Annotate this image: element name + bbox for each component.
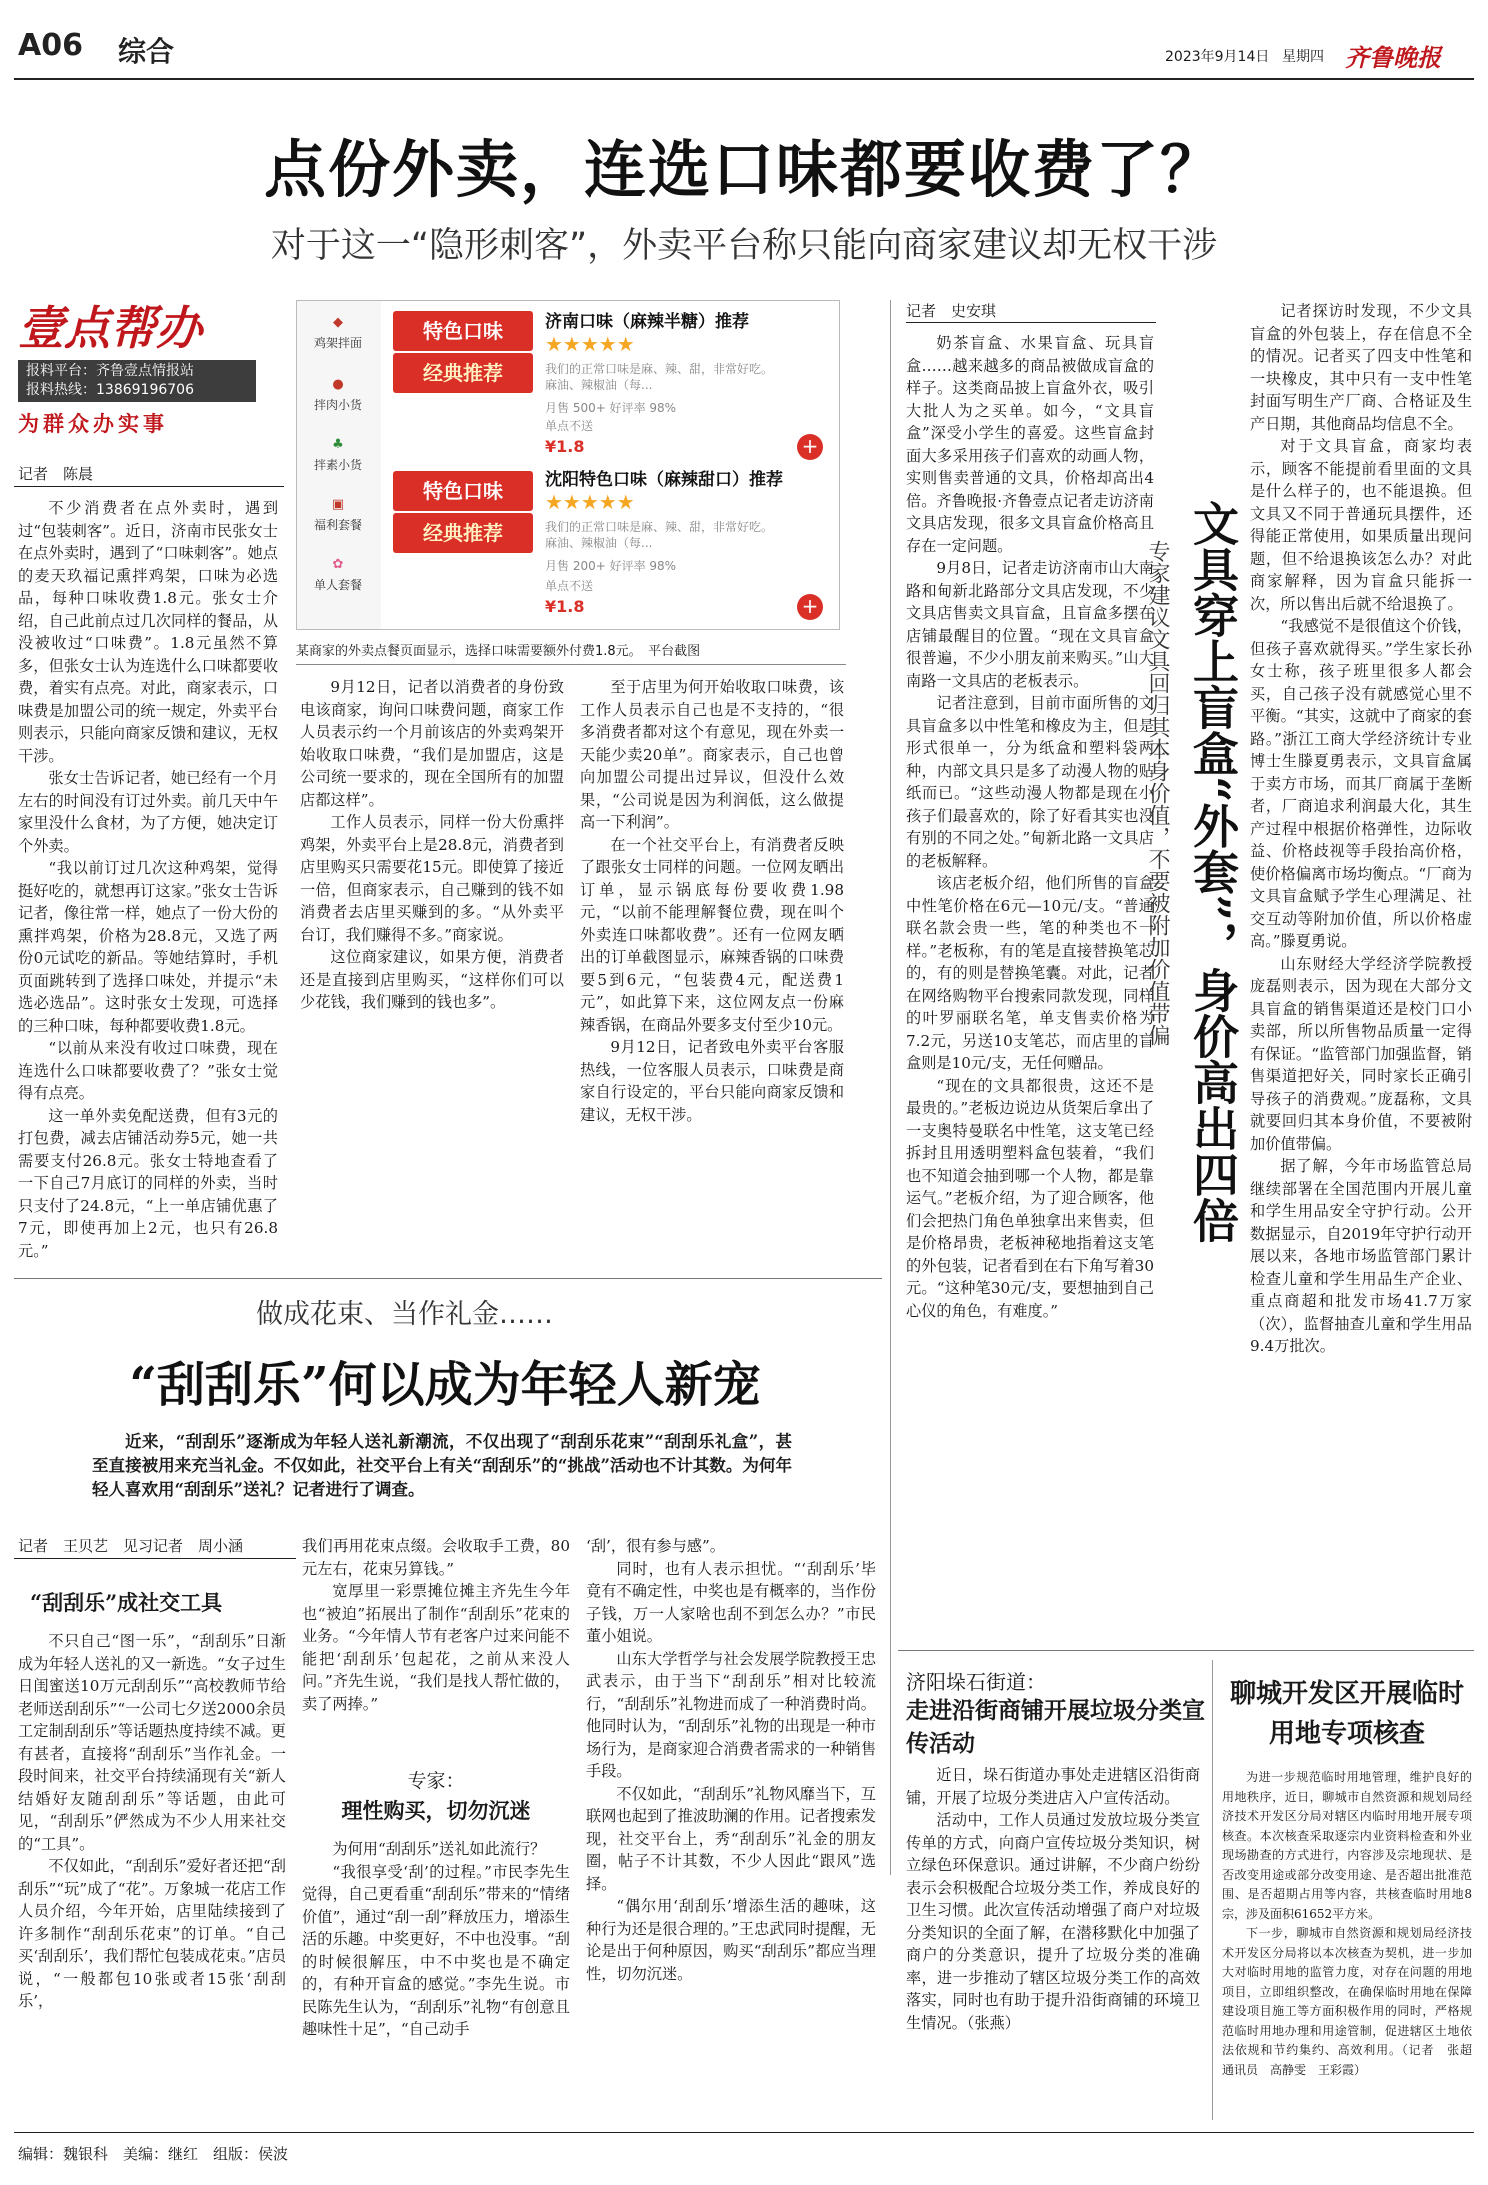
- scratch-paragraph: 我们再用花束点缀。会收取手工费，80元左右，花束另算钱。”: [302, 1537, 570, 1578]
- caption-rule: [296, 664, 846, 665]
- scratch-subhead-2: 理性购买，切勿沉迷: [341, 1798, 531, 1823]
- gift-icon: ▣: [331, 497, 345, 512]
- section-name: 综合: [118, 35, 175, 68]
- stationery-paragraph: “现在的文具都很贵，这还不是最贵的。”老板边说边从货架后拿出了一支奥特曼联名中性笔，这支笔已经拆封且用透明塑料盒包装着，“我们也不知道会抽到哪一个人物，都是靠运气。”老板介绍，为了迎合顾客，他们会把热门角色单独拿出来售卖，但是价格昂贵，老板神秘地指着这支笔的外包装，记者看到在右下角写着30元。“这种笔30元/支，要想抽到自己心仪的角色，有难度。”: [906, 1076, 1154, 1320]
- scratch-paragraph: 不仅如此，“刮刮乐”爱好者还把“刮刮乐”“玩”成了“花”。万象城一花店工作人员介绍，今年开始，店里陆续接到了许多制作“刮刮乐花束”的订单。“自己买‘刮刮乐’，我们帮忙包装成花束。”店员说，“一般都包10张或者15张‘刮刮乐’，: [18, 1857, 287, 2010]
- lead-paragraph: 这位商家建议，如果方便，消费者还是直接到店里购买，“这样你们可以少花钱，我们赚到的钱也多”。: [300, 948, 564, 1011]
- stationery-column-1: [906, 332, 1154, 1646]
- card-stats: 月售 200+ 好评率 98%: [545, 559, 677, 573]
- waste-paragraph: 近日，垛石街道办事处走进辖区沿街商铺，开展了垃圾分类进店入户宣传活动。: [906, 1766, 1200, 1807]
- scratch-paragraph: ‘刮’，很有参与感”。: [586, 1537, 725, 1555]
- lead-subheadline: 对于这一“隐形刺客”，外卖平台称只能向商家建议却无权干涉: [270, 226, 1218, 266]
- stationery-column-2: [1250, 300, 1472, 1640]
- waste-kicker: 济阳垛石街道：: [906, 1670, 1046, 1694]
- scratch-paragraph: 不仅如此，“刮刮乐”礼物风靡当下，互联网也起到了推波助澜的作用。记者搜索发现，社交平台上，秀“刮刮乐”礼金的朋友圈，帖子不计其数，不少人因此“跟风”选择。: [586, 1784, 876, 1893]
- sidebar-item[interactable]: ▣ 福利套餐: [301, 497, 375, 533]
- card-price: ¥1.8: [545, 437, 585, 456]
- expert-kicker: 专家：: [407, 1770, 465, 1792]
- waste-column: [906, 1764, 1200, 2120]
- meat-icon: ●: [332, 377, 344, 392]
- card-badge-top: 特色口味: [393, 471, 533, 511]
- column-divider: [890, 300, 891, 1875]
- card-title: 沈阳特色口味（麻辣甜口）推荐 ★★★★★: [545, 470, 783, 514]
- scratch-paragraph: 山东大学哲学与社会发展学院教授王忠武表示，由于当下“刮刮乐”相对比较流行，“刮刮乐”礼物进而成了一种消费时尚。他同时认为，“刮刮乐”礼物的出现是一种市场行为，是商家迎合消费者需求的一种销售手段。: [586, 1649, 876, 1780]
- card-badge-top: 特色口味: [393, 311, 533, 351]
- card-description: 我们的正常口味是麻、辣、甜，非常好吃。麻油、辣椒油（每...: [545, 362, 774, 392]
- lead-paragraph: 工作人员表示，同样一份大份熏拌鸡架，外卖平台上是28.8元，消费者到店里购买只需要花15元。即使算了接近一倍，但商家表示，自己赚到的钱不如消费者去店里买赚到的多。“从外卖平台订，我们赚得不多。”商家说。: [300, 813, 564, 944]
- lead-column-2: [300, 676, 564, 1276]
- stationery-paragraph: 据了解，今年市场监管总局继续部署在全国范围内开展儿童和学生用品安全守护行动。公开数据显示，自2019年守护行动开展以来，各地市场监管部门累计检查儿童和学生用品生产企业、重点商超和批发市场41.7万家（次），监督抽查儿童和学生用品9.4万批次。: [1250, 1157, 1472, 1355]
- sidebar-item[interactable]: ♣ 拌素小货: [301, 437, 375, 473]
- logo-block: [18, 300, 280, 450]
- stationery-paragraph: 奶茶盲盒、水果盲盒、玩具盲盒……越来越多的商品被做成盲盒的样子。这类商品披上盲盒外衣，吸引大批人为之买单。如今，“文具盲盒”深受小学生的喜爱。这些盲盒封面大多采用孩子们喜欢的动画人物，实则售卖普通的文具，价格却高出4倍。齐鲁晚报·齐鲁壹点记者走访济南文具店发现，很多文具盲盒价格高且存在一定问题。: [906, 334, 1154, 555]
- scratch-paragraph: “偶尔用‘刮刮乐’增添生活的趣味，这种行为还是很合理的。”王忠武同时提醒，无论是出于何种原因，购买“刮刮乐”都应当理性，切勿沉迷。: [586, 1897, 876, 1983]
- screenshot-caption: 某商家的外卖点餐页面显示，选择口味需要额外付费1.8元。 平台截图: [296, 644, 701, 659]
- header-rule: [14, 78, 1474, 80]
- card-min-order: 单点不送: [545, 579, 594, 593]
- logo-hotline: 报料热线：13869196706: [26, 382, 194, 398]
- scratch-column-1: [18, 1630, 286, 2120]
- stationery-paragraph: 记者探访时发现，不少文具盲盒的外包装上，存在信息不全的情况。记者买了四支中性笔和一块橡皮，其中只有一支中性笔封面写明生产厂商、合格证及生产日期，其他商品均信息不全。: [1250, 302, 1472, 433]
- logo-title: 壹点帮办: [18, 301, 202, 355]
- rating-stars-icon: ★★★★★: [545, 332, 635, 356]
- app-sidebar: [297, 301, 381, 629]
- lead-byline: 记者 陈晨: [18, 465, 94, 483]
- scratch-paragraph: “我很享受‘刮’的过程。”市民李先生觉得，自己更看重“刮刮乐”带来的“情绪价值”，通过“刮一刮”释放压力，增添生活的乐趣。中奖更好，不中也没事。“刮的时候很解压，中不中奖也是不确定的，有种开盲盒的感觉。”李先生说。市民陈先生认为，“刮刮乐”礼物“有创意且趣味性十足”，“自己动手: [302, 1862, 570, 2038]
- lead-paragraph: 9月12日，记者以消费者的身份致电该商家，询问口味费问题，商家工作人员表示约一个月前该店的外卖鸡架开始收取口味费，“我们是加盟店，这是公司统一要求的，现在全国所有的加盟店都这样”。: [300, 678, 564, 809]
- liaocheng-paragraph: 下一步，聊城市自然资源和规划局经济技术开发区分局将以本次核查为契机，进一步加大对临时用地的监管力度，对存在问题的用地项目，立即组织整改，在确保临时用地在保障建设项目施工等方面积极作用的同时，严格规范临时用地办理和用途管制，促进辖区土地依法依规和节约集约、高效利用。（记者 张超 通讯员 高静雯 王彩霞）: [1222, 1926, 1485, 2077]
- scratch-column-2: [302, 1535, 570, 1760]
- waste-headline: 走进沿街商铺开展垃圾分类宣传活动: [906, 1697, 1205, 1757]
- footer-rule: [14, 2132, 1474, 2133]
- card-min-order: 单点不送: [545, 419, 594, 433]
- card-badge-bottom: 经典推荐: [393, 353, 533, 393]
- scratch-headline: “刮刮乐”何以成为年轻人新宠: [129, 1357, 761, 1413]
- lead-headline: 点份外卖，连选口味都要收费了？: [263, 133, 1224, 206]
- lead-paragraph: 至于店里为何开始收取口味费，该工作人员表示自己也是不支持的，“很多消费者都对这个有意见，现在外卖一天能少卖20单”。商家表示，自己也曾向加盟公司提出过异议，但没什么效果，“公司说是因为利润低，这么做提高一下利润”。: [580, 678, 844, 831]
- section-rule: [14, 1278, 882, 1279]
- flower-icon: ✿: [332, 557, 344, 572]
- lead-paragraph: 这一单外卖免配送费，但有3元的打包费，减去店铺活动券5元，她一共需要支付26.8元。张女士特地查看了一下自己7月底订的同样的外卖，当时只支付了24.8元，“上一单店铺优惠了7元，即使再加上2元，也只有26.8元。”: [18, 1106, 278, 1260]
- rating-stars-icon: ★★★★★: [545, 490, 635, 514]
- lead-paragraph: 张女士告诉记者，她已经有一个月左右的时间没有订过外卖。前几天中午家里没什么食材，为了方便，她决定订个外卖。: [18, 769, 278, 855]
- lead-paragraph: 9月12日，记者致电外卖平台客服热线，一位客服人员表示，口味费是商家自行设定的，平台只能向商家反馈和建议，无权干涉。: [580, 1038, 844, 1124]
- logo-platform: 报料平台：齐鲁壹点情报站: [26, 363, 194, 379]
- card-stats: 月售 500+ 好评率 98%: [545, 401, 677, 415]
- lead-column-1: [18, 497, 278, 1260]
- stationery-paragraph: 该店老板介绍，他们所售的盲盒中性笔价格在6元—10元/支。“普通联名款会贵一些，笔的种类也不一样。”老板称，有的笔是直接替换笔芯的，有的则是替换笔囊。对此，记者在网络购物平台搜索同款发现，同样的叶罗丽联名笔，单支售卖价格为7.2元，另送10支笔芯，而店里的盲盒则是10元/支，无任何赠品。: [906, 874, 1154, 1072]
- liaocheng-paragraph: 为进一步规范临时用地管理，维护良好的用地秩序，近日，聊城市自然资源和规划局经济技术开发区分局对辖区内临时用地开展专项核查。本次核查采取逐宗内业资料检查和外业现场勘查的方式进行，内容涉及宗地现状、是否改变用途或部分改变用途、是否超出批准范围、是否超期占用等内容，共核查临时用地8宗，涉及面积61652平方米。: [1222, 1770, 1472, 1921]
- scratch-column-3: [586, 1535, 876, 2120]
- card-title: 济南口味（麻辣半糖）推荐 ★★★★★: [545, 312, 749, 356]
- issue-date: 2023年9月14日: [1165, 49, 1270, 65]
- stationery-byline: 记者 史安琪: [906, 302, 997, 320]
- scratch-intro: 近来，“刮刮乐”逐渐成为年轻人送礼新潮流，不仅出现了“刮刮乐花束”“刮刮乐礼盒”，甚至直接被用来充当礼金。不仅如此，社交平台上有关“刮刮乐”的“挑战”活动也不计其数。为何年轻人喜欢用“刮刮乐”送礼？记者进行了调查。: [92, 1432, 792, 1499]
- byline-rule: [14, 486, 284, 487]
- column-divider: [1212, 1660, 1213, 2120]
- scratch-kicker: 做成花束、当作礼金……: [256, 1299, 553, 1330]
- stationery-paragraph: 对于文具盲盒，商家均表示，顾客不能提前看里面的文具是什么样子的，也不能退换。但文具又不同于普通玩具摆件，还得能正常使用，如果质量出现问题，但不给退换该怎么办？对此商家解释，因为盲盒只能拆一次，所以售出后就不给退换了。: [1250, 437, 1472, 613]
- lead-paragraph: 不少消费者在点外卖时，遇到过“包装刺客”。近日，济南市民张女士在点外卖时，遇到了“口味刺客”。她点的麦天玖福记熏拌鸡架，口味为必选品，每种口味收费1.8元。张女士介绍，自己此前点过几次同样的餐品，从没被收过“口味费”。1.8元虽然不算多，但张女士认为连选什么口味都要收费，着实有点亮。对此，商家表示，口味费是加盟公司的统一规定，外卖平台则表示，只能向商家反馈和建议，无权干涉。: [18, 499, 278, 765]
- card-description: 我们的正常口味是麻、辣、甜，非常好吃。麻油、辣椒油（每...: [545, 520, 774, 550]
- logo-slogan: 为群众办实事: [18, 411, 168, 436]
- paper-masthead: 齐鲁晚报: [1345, 43, 1441, 72]
- card-badge-bottom: 经典推荐: [393, 513, 533, 553]
- section-rule: [898, 1650, 1474, 1651]
- add-item-button[interactable]: +: [797, 594, 823, 620]
- vegetable-icon: ♣: [332, 437, 344, 452]
- byline-rule: [906, 322, 1156, 323]
- stationery-subtitle: 专家建议文具回归其本身价值，不要被附加价值带偏: [1145, 540, 1170, 1046]
- card-price: ¥1.8: [545, 597, 585, 616]
- sidebar-item[interactable]: ● 拌肉小货: [301, 377, 375, 413]
- stationery-paragraph: 9月8日，记者走访济南市山大南路和甸新北路部分文具店发现，不少文具店售卖文具盲盒，且盲盒多摆在店铺最醒目的位置。“现在文具盲盒很普遍，不少小朋友前来购买。”山大南路一文具店的老板表示。: [906, 559, 1154, 690]
- byline-rule: [14, 1558, 296, 1559]
- issue-weekday: 星期四: [1282, 49, 1324, 65]
- stationery-paragraph: 记者注意到，目前市面所售的文具盲盒多以中性笔和橡皮为主，但是形式很单一，分为纸盒和塑料袋两种，内部文具只是多了动漫人物的贴纸而已。“这些动漫人物都是现在小孩子们最喜欢的，除了好看其实也没有别的不同之处。”甸新北路一文具店的老板解释。: [906, 694, 1154, 870]
- scratch-paragraph: 同时，也有人表示担忧。“‘刮刮乐’毕竟有不确定性，中奖也是有概率的，当作份子钱，万一人家啥也刮不到怎么办？”市民董小姐说。: [586, 1559, 876, 1645]
- sidebar-item[interactable]: ◆ 鸡架拌面: [301, 315, 375, 351]
- scratch-paragraph: 不只自己“图一乐”，“刮刮乐”日渐成为年轻人送礼的又一新选。“女子过生日闺蜜送10万元刮刮乐”“高校教师节给老师送刮刮乐”“一公司七夕送2000余员工定制刮刮乐”等话题热度持续不减。更有甚者，直接将“刮刮乐”当作礼金。一段时间来，社交平台持续涌现有关“新人结婚好友随刮刮乐”等话题，由此可见，“刮刮乐”俨然成为不少人用来社交的“工具”。: [18, 1632, 286, 1853]
- scratch-paragraph: 为何用“刮刮乐”送礼如此流行？: [332, 1840, 546, 1858]
- scratch-byline: 记者 王贝艺 见习记者 周小涵: [18, 1537, 244, 1555]
- stationery-paragraph: “我感觉不是很值这个价钱，但孩子喜欢就得买。”学生家长孙女士称，孩子班里很多人都会买，自己孩子没有就感觉心里不平衡。“其实，这就中了商家的套路。”浙江工商大学经济统计专业博士生滕夏勇表示，文具盲盒属于卖方市场，而其厂商属于垄断者，厂商追求利润最大化，其生产过程中根据价格弹性，边际收益、价格歧视等手段抬高价格，使价格偏离市场均衡点。“厂商为文具盲盒赋予学生心理满足、社交互动等附加价值，所以价格虚高。”滕夏勇说。: [1250, 617, 1472, 950]
- stationery-headline: 文具穿上盲盒“外套”，身价高出四倍: [1186, 500, 1240, 1243]
- scratch-subhead-1: “刮刮乐”成社交工具: [30, 1590, 223, 1615]
- add-item-button[interactable]: +: [797, 434, 823, 460]
- sidebar-item[interactable]: ✿ 单人套餐: [301, 557, 375, 593]
- footer-credits: 编辑：魏银科 美编：继红 组版：侯波: [18, 2145, 289, 2163]
- waste-paragraph: 活动中，工作人员通过发放垃圾分类宣传单的方式，向商户宣传垃圾分类知识，树立绿色环保意识。通过讲解，不少商户纷纷表示会积极配合垃圾分类工作，养成良好的卫生习惯。此次宣传活动增强了商户对垃圾分类知识的全面了解，在潜移默化中加强了商户的分类意识，提升了垃圾分类的准确率，进一步推动了辖区垃圾分类工作的高效落实，同时也有助于提升沿街商铺的环境卫生情况。（张燕）: [906, 1811, 1200, 2032]
- app-screenshot: [296, 300, 840, 630]
- page-code: A06: [18, 28, 83, 63]
- liaocheng-column: [1222, 1768, 1485, 2120]
- stationery-paragraph: 山东财经大学经济学院教授庞磊则表示，因为现在大部分文具盲盒的销售渠道还是校门口小卖部，所以所售物品质量一定得有保证。“监管部门加强监督，销售渠道把好关，同时家长正确引导孩子的消费观。”庞磊称，文具就要回归其本身价值，不要被附加价值带偏。: [1250, 954, 1472, 1153]
- liaocheng-headline: 聊城开发区开展临时用地专项核查: [1229, 1679, 1464, 1749]
- chicken-icon: ◆: [333, 315, 343, 330]
- scratch-paragraph: 宽厚里一彩票摊位摊主齐先生今年也“被迫”拓展出了制作“刮刮乐”花束的业务。“今年情人节有老客户过来问能不能把‘刮刮乐’包起花，之前从来没人问。”齐先生说，“我们是找人帮忙做的，卖了两捧。”: [302, 1582, 570, 1713]
- lead-paragraph: “以前从来没有收过口味费，现在连选什么口味都要收费了？”张女士觉得有点亮。: [18, 1039, 278, 1102]
- lead-paragraph: “我以前订过几次这种鸡架，觉得挺好吃的，就想再订这家。”张女士告诉记者，像往常一样，她点了一份大份的熏拌鸡架，价格为28.8元，又选了两份0元试吃的新品。等她结算时，手机页面跳转到了选择口味处，并提示“未选必选品”。这时张女士发现，可选择的三种口味，每种都要收费1.8元。: [18, 859, 278, 1035]
- lead-paragraph: 在一个社交平台上，有消费者反映了跟张女士同样的问题。一位网友晒出订单，显示锅底每份要收费1.98元，“以前不能理解餐位费，现在叫个外卖连口味都收费”。还有一位网友晒出的订单截图显示，麻辣香锅的口味费要5到6元，“包装费4元，配送费1元”，如此算下来，这位网友点一份麻辣香锅，在商品外要多支付至少10元。: [580, 835, 844, 1034]
- lead-column-3: [580, 676, 844, 1276]
- scratch-column-2b: [302, 1838, 570, 2120]
